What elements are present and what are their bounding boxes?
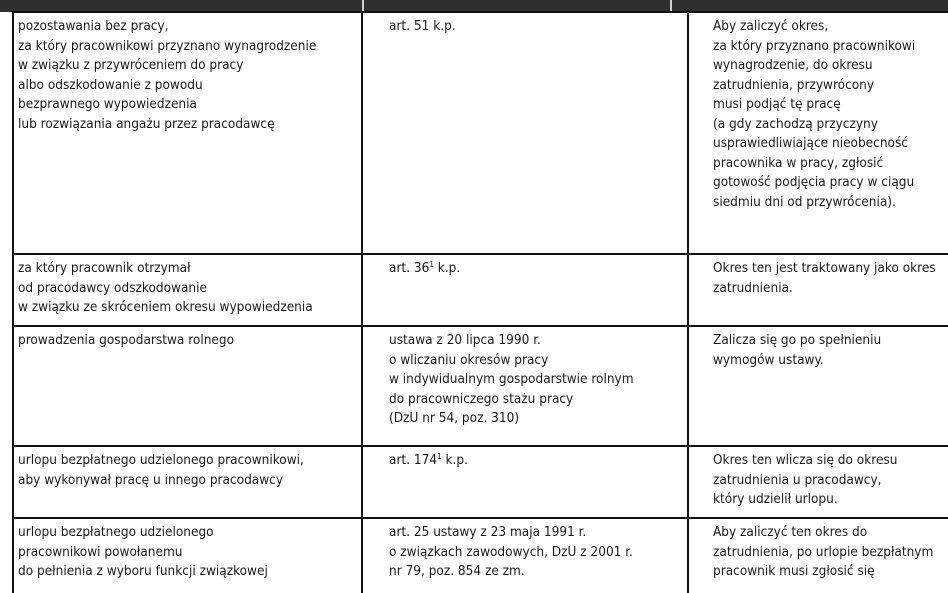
condition-cell bbox=[13, 518, 362, 593]
legal-basis-cell bbox=[362, 254, 688, 326]
condition-line: od pracodawcy odszkodowanie bbox=[18, 279, 207, 296]
legal-basis-suffix: k.p. bbox=[441, 452, 468, 468]
table-row bbox=[13, 254, 948, 326]
legal-basis-line bbox=[389, 17, 681, 37]
notes-line: Okres ten wlicza się do okresu bbox=[713, 452, 898, 468]
condition-line: za który pracownikowi przyznano wynagrodzenie bbox=[18, 37, 317, 54]
condition-line: w związku z przywróceniem do pracy bbox=[18, 57, 244, 73]
footnote-marker: 1 bbox=[437, 452, 442, 461]
notes-line: siedmiu dni od przywrócenia). bbox=[713, 193, 896, 210]
notes-cell bbox=[688, 254, 948, 326]
notes-line: Okres ten jest traktowany jako okres bbox=[713, 260, 936, 276]
table-row bbox=[13, 12, 948, 254]
legal-basis-line: (DzU nr 54, poz. 310) bbox=[389, 410, 520, 426]
legal-basis-prefix: art. 174 bbox=[389, 452, 438, 468]
notes-line: za który przyznano pracownikowi bbox=[713, 37, 916, 54]
condition-line: prowadzenia gospodarstwa rolnego bbox=[18, 332, 235, 348]
condition-line: albo odszkodowanie z powodu bbox=[18, 76, 203, 93]
condition-line: lub rozwiązania angażu przez pracodawcę bbox=[18, 115, 275, 132]
notes-cell bbox=[688, 446, 948, 518]
legal-basis-line: do pracowniczego stażu pracy bbox=[389, 390, 574, 407]
notes-cell bbox=[688, 12, 948, 254]
notes-line: pracownik musi zgłosić się bbox=[713, 563, 875, 579]
legal-basis-line: art. 25 ustawy z 23 maja 1991 r. bbox=[389, 524, 587, 540]
notes-line: zatrudnienia u pracodawcy, bbox=[713, 471, 882, 488]
legal-basis-line: ustawa z 20 lipca 1990 r. bbox=[389, 332, 541, 348]
notes-line: pracownika w pracy, zgłosić bbox=[713, 154, 884, 171]
notes-cell bbox=[688, 326, 948, 446]
condition-cell bbox=[13, 12, 362, 254]
notes-line: zatrudnienia, przywrócony bbox=[713, 76, 875, 93]
legal-basis-suffix: k.p. bbox=[433, 260, 461, 276]
condition-line: bezprawnego wypowiedzenia bbox=[18, 96, 197, 112]
notes-line: wymogów ustawy. bbox=[713, 351, 824, 368]
table-row bbox=[13, 518, 948, 593]
legal-basis-line bbox=[389, 259, 681, 279]
condition-line: aby wykonywał pracę u innego pracodawcy bbox=[18, 471, 284, 488]
footnote-marker: 1 bbox=[429, 260, 434, 269]
condition-cell bbox=[13, 446, 362, 518]
legal-basis-cell bbox=[362, 326, 688, 446]
condition-line: pracownikowi powołanemu bbox=[18, 543, 183, 560]
notes-line: który udzielił urlopu. bbox=[713, 491, 838, 507]
notes-line: Aby zaliczyć ten okres do bbox=[713, 524, 868, 540]
notes-line: Aby zaliczyć okres, bbox=[713, 18, 829, 34]
notes-line: zatrudnienia, po urlopie bezpłatnym bbox=[713, 543, 934, 560]
legal-basis-line: w indywidualnym gospodarstwie rolnym bbox=[389, 371, 634, 387]
condition-cell bbox=[13, 254, 362, 326]
notes-line: zatrudnienia. bbox=[713, 279, 793, 296]
condition-line: za który pracownik otrzymał bbox=[18, 260, 191, 276]
notes-line: (a gdy zachodzą przyczyny bbox=[713, 115, 878, 132]
condition-line: pozostawania bez pracy, bbox=[18, 18, 169, 34]
employment-periods-table bbox=[12, 11, 948, 593]
notes-line: Zalicza się go po spełnieniu bbox=[713, 332, 882, 348]
notes-line: usprawiedliwiające nieobecność bbox=[713, 135, 908, 151]
legal-basis-text: art. 51 k.p. bbox=[389, 18, 456, 34]
condition-line: urlopu bezpłatnego udzielonego bbox=[18, 524, 214, 540]
legal-basis-line: o związkach zawodowych, DzU z 2001 r. bbox=[389, 543, 633, 560]
table-row bbox=[13, 326, 948, 446]
condition-line: w związku ze skróceniem okresu wypowiedzenia bbox=[18, 299, 313, 315]
legal-basis-line: o wliczaniu okresów pracy bbox=[389, 351, 549, 368]
condition-cell bbox=[13, 326, 362, 446]
legal-basis-cell bbox=[362, 518, 688, 593]
legal-basis-prefix: art. 36 bbox=[389, 260, 430, 276]
condition-line: urlopu bezpłatnego udzielonego pracownikowi, bbox=[18, 452, 304, 468]
notes-line: wynagrodzenie, do okresu bbox=[713, 57, 873, 73]
legal-basis-cell bbox=[362, 446, 688, 518]
condition-line: do pełnienia z wyboru funkcji związkowej bbox=[18, 563, 268, 579]
legal-basis-line: nr 79, poz. 854 ze zm. bbox=[389, 563, 525, 579]
table-row bbox=[13, 446, 948, 518]
notes-line: musi podjąć tę pracę bbox=[713, 96, 841, 112]
legal-basis-line bbox=[389, 451, 681, 471]
notes-cell bbox=[688, 518, 948, 593]
notes-line: gotowość podjęcia pracy w ciągu bbox=[713, 174, 915, 190]
legal-basis-cell bbox=[362, 12, 688, 254]
